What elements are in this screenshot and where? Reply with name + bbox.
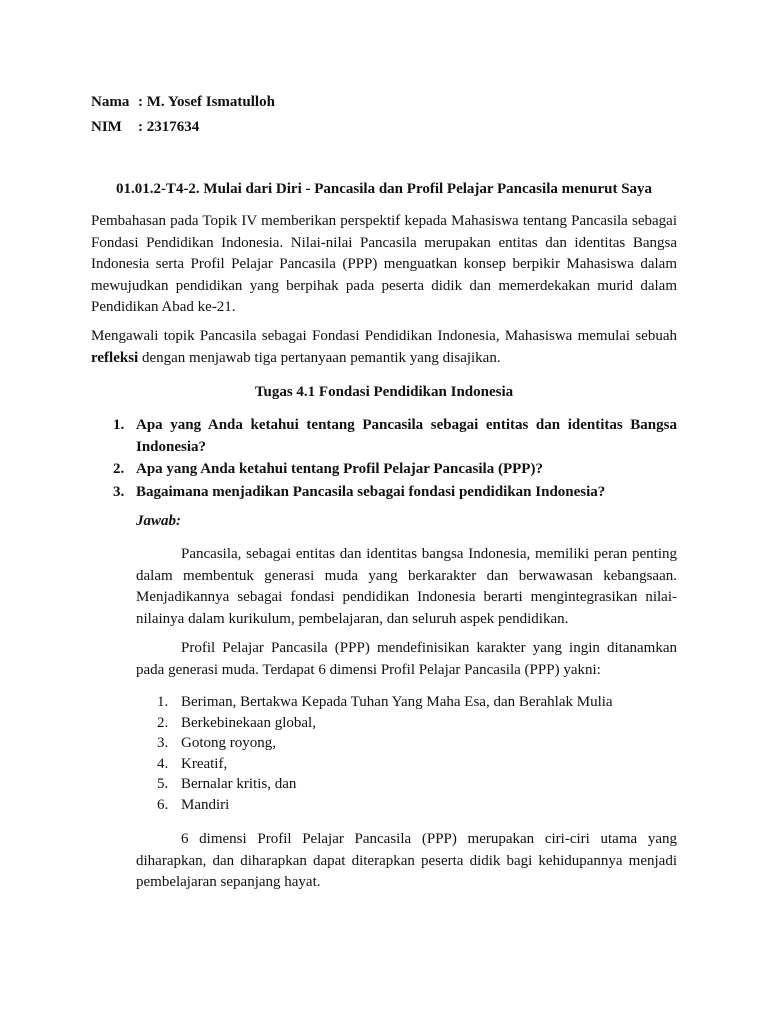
document-title: 01.01.2-T4-2. Mulai dari Diri - Pancasila dan Profil Pelajar Pancasila menurut Saya xyxy=(115,181,653,197)
dimension-text: Kreatif, xyxy=(181,755,228,772)
question-item xyxy=(91,459,677,481)
answer-paragraph-3: 6 dimensi Profil Pelajar Pancasila (PPP) merupakan ciri-ciri utama yang diharapkan, dan diharapkan dapat diterapkan peserta didik bagi kehidupannya menjadi pembelajaran sepanjang hayat. xyxy=(136,831,677,890)
question-number: 3. xyxy=(113,483,125,500)
dimension-item xyxy=(136,713,677,734)
dimension-text: Mandiri xyxy=(181,796,230,813)
question-number: 2. xyxy=(113,461,125,477)
dimension-number: 4. xyxy=(157,755,169,772)
question-item xyxy=(91,415,677,458)
dimension-text: Berkebinekaan global, xyxy=(181,714,316,731)
student-nim-row xyxy=(91,119,199,136)
question-text: Bagaimana menjadikan Pancasila sebagai fondasi pendidikan Indonesia? xyxy=(136,483,606,500)
dimension-item xyxy=(136,733,677,754)
dimension-list xyxy=(136,692,677,815)
reflection-keyword: refleksi xyxy=(91,349,139,366)
nim-label: NIM xyxy=(91,119,122,135)
dimension-item xyxy=(136,774,677,795)
intro-paragraph-2-text: Mengawali topik Pancasila sebagai Fondasi Pendidikan Indonesia, Mahasiswa memulai sebuah xyxy=(91,328,677,344)
name-label: Nama xyxy=(91,94,130,110)
question-text: Apa yang Anda ketahui tentang Profil Pelajar Pancasila (PPP)? xyxy=(136,461,543,477)
dimension-item xyxy=(136,795,677,816)
dimension-number: 2. xyxy=(157,714,169,731)
dimension-text: Bernalar kritis, dan xyxy=(181,776,297,792)
intro-paragraph-2 xyxy=(91,326,677,369)
question-list xyxy=(91,415,677,504)
dimension-number: 6. xyxy=(157,796,169,813)
dimension-text: Gotong royong, xyxy=(181,735,276,751)
nim-value: : 2317634 xyxy=(138,119,200,135)
dimension-number: 1. xyxy=(157,694,169,710)
name-value: : M. Yosef Ismatulloh xyxy=(138,94,275,110)
dimension-number: 3. xyxy=(157,735,169,751)
dimension-text: Beriman, Bertakwa Kepada Tuhan Yang Maha Esa, dan Berahlak Mulia xyxy=(181,694,613,710)
answer-paragraph-1: Pancasila, sebagai entitas dan identitas bangsa Indonesia, memiliki peran penting dalam membentuk generasi muda yang berkarakter dan berwawasan kebangsaan. Menjadikannya sebagai fondasi pendidikan Indonesia berarti mengintegrasikan nilai-nilainya dalam kurikulum, pembelajaran, dan seluruh aspek pendidikan. xyxy=(136,546,677,627)
answer-label: Jawab: xyxy=(136,513,181,529)
dimension-number: 5. xyxy=(157,776,169,792)
answer-paragraph-2: Profil Pelajar Pancasila (PPP) mendefinisikan karakter yang ingin ditanamkan pada generasi muda. Terdapat 6 dimensi Profil Pelajar Pancasila (PPP) yakni: xyxy=(136,640,677,678)
section-title: Tugas 4.1 Fondasi Pendidikan Indonesia xyxy=(254,384,514,400)
student-name-row xyxy=(91,94,275,111)
intro-paragraph-1: Pembahasan pada Topik IV memberikan perspektif kepada Mahasiswa tentang Pancasila sebagai Fondasi Pendidikan Indonesia. Nilai-nilai Pancasila merupakan entitas dan identitas Bangsa Indonesia serta Profil Pelajar Pancasila (PPP) menguatkan konsep berpikir Mahasiswa dalam mewujudkan pendidikan yang berpihak pada peserta didik dan memerdekakan murid dalam Pendidikan Abad ke-21. xyxy=(91,213,677,315)
intro-paragraph-2-tail: dengan menjawab tiga pertanyaan pemantik yang disajikan. xyxy=(138,349,501,366)
question-text: Apa yang Anda ketahui tentang Pancasila sebagai entitas dan identitas Bangsa Indonesia? xyxy=(136,417,677,455)
dimension-item xyxy=(136,692,677,713)
question-number: 1. xyxy=(113,417,125,433)
dimension-item xyxy=(136,754,677,775)
question-item xyxy=(91,482,677,504)
